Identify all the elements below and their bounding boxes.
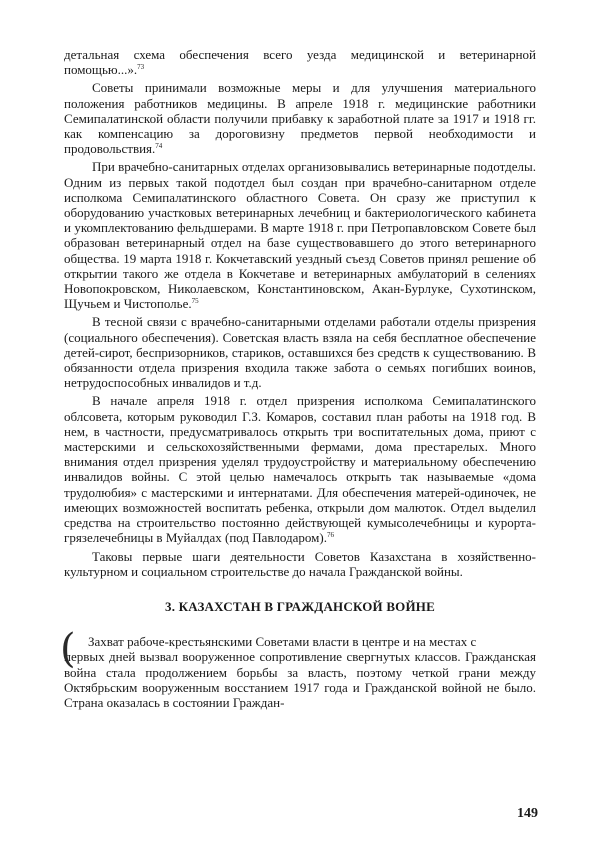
section-heading: 3. КАЗАХСТАН В ГРАЖДАНСКОЙ ВОЙНЕ — [165, 598, 435, 614]
section-first-line: Захват рабоче-крестьянскими Советами власти в центре и на местах с — [88, 634, 477, 650]
paragraph-5 — [64, 393, 536, 545]
section-first-paragraph — [60, 626, 536, 710]
paragraph-text: В тесной связи с врачебно-санитарными отделами работали отделы призрения (социального обеспечения). Советская власть взяла на себя бесплатное обеспечение детей-сирот, беспризорников, стариков, оставшихся без средств к существованию. В обязанности отдела призрения входила также забота о семьях погибших воинов, нетрудоспособных инвалидов и т.д. — [64, 314, 536, 391]
section-paragraph-text: первых дней вызвал вооруженное сопротивление свергнутых классов. Гражданская война стала продолжением борьбы за власть, поэтому четкой грани между Октябрьским вооруженным восстанием 1917 года и Гражданской войной не было. Страна оказалась в состоянии Граждан- — [64, 649, 536, 710]
paragraph-3 — [64, 159, 536, 311]
bracket-mark: ( — [60, 626, 76, 673]
footnote-ref: 75 — [191, 297, 199, 306]
page-number: 149 — [517, 806, 538, 821]
paragraph-1 — [64, 47, 536, 77]
paragraph-text: В начале апреля 1918 г. отдел призрения исполкома Семипалатинского облсовета, которым руководил Г.З. Комаров, составил план работы на 1918 год. В нем, в частности, предусматривалось открыть три воспитательных дома, приют с мастерскими и сельскохозяйственными фермами, дома престарелых. Много внимания отдел призрения уделял трудоустройству и материальному обеспечению инвалидов войны. С этой целью намечалось открыть так называемые «дома трудолюбия» с мастерскими и интернатами. Для обеспечения матерей-одиночек, не имеющих возможностей воспитать ребенка, открыли дом малюток. Отдел выделил средства на строительство постоянно действующей кумысолечебницы и курорта-грязелечебницы в Муйалдах (под Павлодаром). — [64, 393, 536, 546]
footnote-ref: 74 — [155, 142, 163, 151]
paragraph-4 — [64, 314, 536, 390]
footnote-ref: 76 — [326, 531, 334, 540]
paragraph-text: При врачебно-санитарных отделах организовывались ветеринарные подотделы. Одним из первых такой подотдел был создан при врачебно-санитарном отделе исполкома Семипалатинского областного Совета. Он сразу же приступил к оборудованию участковых ветеринарных лечебниц и бактериологического кабинета и укомплектованию фельдшерами. В марте 1918 г. при Петропавловском Совете был образован ветеринарный отдел на базе существовавшего до этого ветеринарного общества. 19 марта 1918 г. Кокчетавский уездный съезд Советов принял решение об открытии такого же отдела в Кокчетаве и ветеринарных амбулаторий в селениях Новопокровском, Николаевском, Константиновском, Акан-Бурлуке, Сухотинском, Щучьем и Чистополье. — [64, 159, 536, 312]
footnote-ref: 73 — [137, 63, 145, 72]
paragraph-2 — [64, 80, 536, 156]
paragraph-text: детальная схема обеспечения всего уезда медицинской и ветеринарной помощью...». — [64, 47, 536, 78]
paragraph-6 — [64, 549, 536, 579]
paragraph-text: Советы принимали возможные меры и для улучшения материального положения работников медицины. В апреле 1918 г. медицинские работники Семипалатинской области получили прибавку к заработной плате за 1917 и 1918 гг. как компенсацию за дороговизну предметов первой необходимости и продовольствия. — [64, 80, 536, 157]
page-body — [60, 47, 536, 710]
paragraph-text: Таковы первые шаги деятельности Советов Казахстана в хозяйственно-культурном и социальном строительстве до начала Гражданской войны. — [64, 548, 536, 579]
